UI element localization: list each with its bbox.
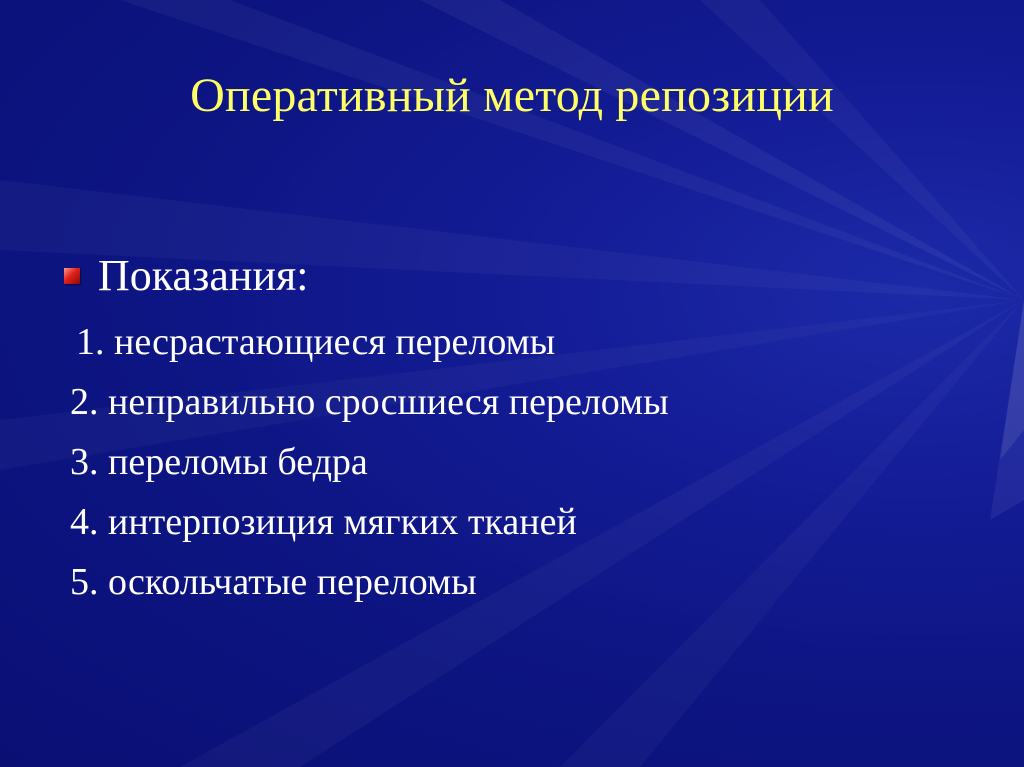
list-item: 2. неправильно сросшиеся переломы bbox=[70, 381, 669, 423]
list-item: 3. переломы бедра bbox=[70, 441, 368, 483]
indications-list bbox=[70, 318, 669, 618]
indications-heading: Показания: bbox=[98, 251, 309, 300]
list-item: 1. несрастающиеся переломы bbox=[76, 321, 556, 363]
list-item: 4. интерпозиция мягких тканей bbox=[70, 501, 577, 543]
slide-title: Оперативный метод репозиции bbox=[190, 69, 834, 122]
list-item: 5. оскольчатые переломы bbox=[70, 561, 477, 603]
red-square-bullet-icon bbox=[64, 268, 80, 284]
